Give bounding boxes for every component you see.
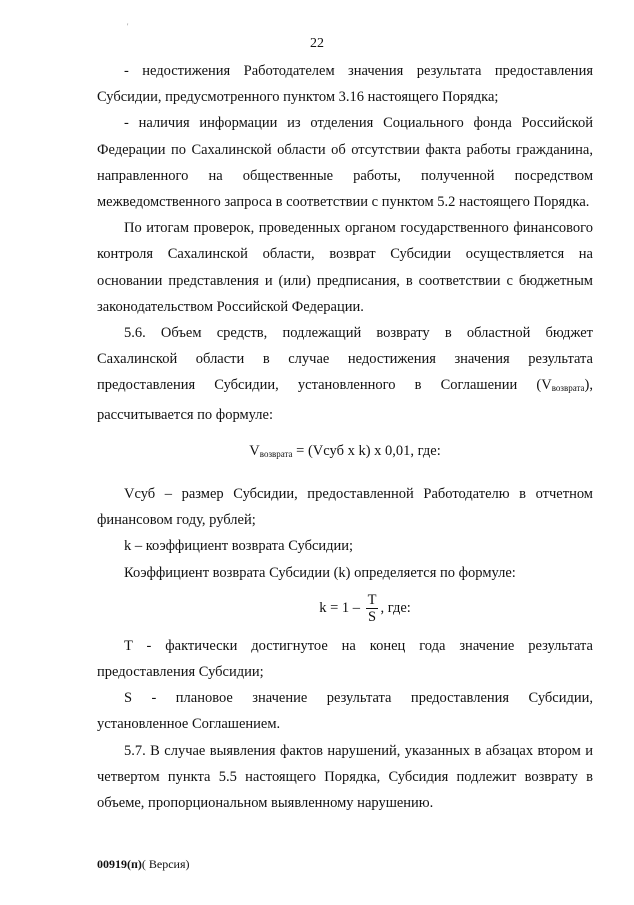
formula-coefficient [97, 592, 593, 625]
document-body [97, 58, 593, 816]
document-footer [97, 857, 190, 872]
formula-k-rest: , где: [380, 599, 411, 616]
paragraph-5-6 [97, 320, 593, 428]
formula-v-subscript: возврата [259, 448, 293, 459]
paragraph-5-6-text: 5.6. Объем средств, подлежащий возврату в областной бюджет Сахалинской области в случае недостижения значения результата предоставления Субсидии, установленного в Соглашении (V [97, 325, 593, 394]
paragraph-unmet-result: - недостижения Работодателем значения результата предоставления Субсидии, предусмотренного пунктом 3.16 настоящего Порядка; [97, 63, 593, 106]
formula-expression: = (Vсуб x k) x 0,01, где: [292, 442, 441, 459]
paragraph-5-6-tail: ), рассчитывается по формуле: [97, 377, 593, 423]
scan-mark: ' [127, 22, 129, 31]
document-version: ( Версия) [141, 857, 190, 871]
formula-refund-volume [97, 438, 593, 467]
paragraph-k-definition: k – коэффициент возврата Субсидии; [124, 538, 354, 555]
paragraph-5-7: 5.7. В случае выявления фактов нарушений, указанных в абзацах втором и четвертом пункта 5.5 настоящего Порядка, Субсидия подлежит возврату в объеме, пропорциональном выявленному нарушению. [97, 742, 593, 812]
fraction-t-over-s [366, 592, 379, 625]
paragraph-k-formula-intro: Коэффициент возврата Субсидии (k) определяется по формуле: [124, 564, 516, 581]
paragraph-vsub-definition: Vсуб – размер Субсидии, предоставленной Работодателю в отчетном финансовом году, рублей; [97, 486, 593, 529]
formula-k-lhs: k = 1 – [319, 599, 364, 616]
paragraph-audit-results: По итогам проверок, проведенных органом государственного финансового контроля Сахалинской области, возврат Субсидии осуществляется на основании представления и (или) предписания, в соответствии с бюджетным законодательством Российской Федерации. [97, 220, 593, 315]
page-number: 22 [310, 36, 324, 51]
paragraph-t-definition: T - фактически достигнутое на конец года значение результата предоставления Субсидии; [97, 637, 593, 681]
document-code: 00919(п) [97, 857, 142, 871]
paragraph-social-fund-info: - наличия информации из отделения Социального фонда Российской Федерации по Сахалинской области об отсутствии факта работы гражданина, направленного на общественные работы, полученной посредством межведомственного запроса в соответствии с пунктом 5.2 настоящего Порядка. [97, 115, 593, 211]
formula-v: V [249, 442, 260, 459]
paragraph-s-definition: S - плановое значение результата предоставления Субсидии, установленное Соглашением. [97, 690, 593, 733]
fraction-numerator: T [367, 591, 377, 608]
fraction-denominator: S [368, 608, 377, 625]
paragraph-5-6-subscript: возврата [551, 383, 585, 394]
